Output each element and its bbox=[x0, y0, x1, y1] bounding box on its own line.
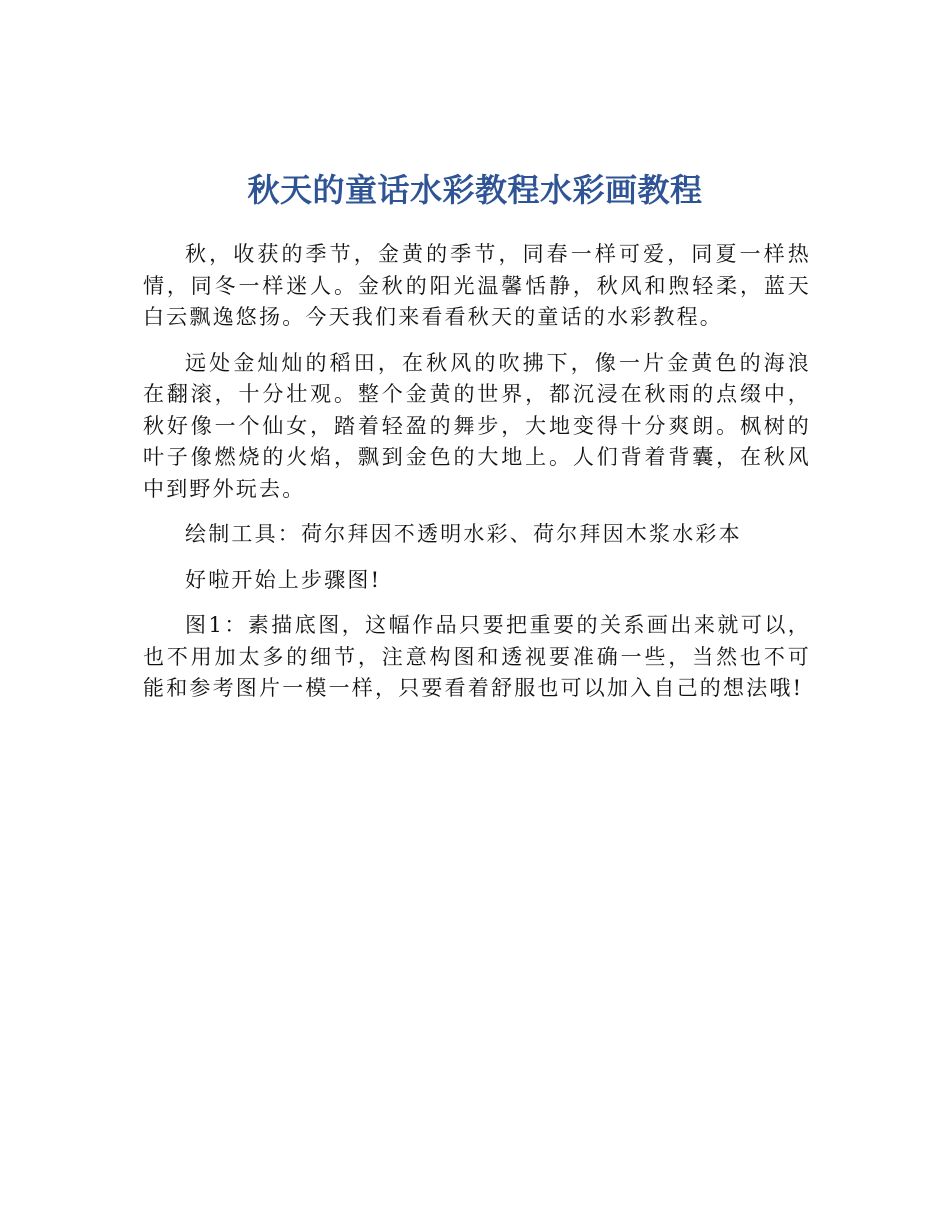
paragraph-step-1: 图1：素描底图，这幅作品只要把重要的关系画出来就可以，也不用加太多的细节，注意构图和透视要准确一些，当然也不可能和参考图片一模一样，只要看着舒服也可以加入自己的想法哦! bbox=[143, 613, 811, 700]
paragraph-scenery: 远处金灿灿的稻田，在秋风的吹拂下，像一片金黄色的海浪在翻滚，十分壮观。整个金黄的世界，都沉浸在秋雨的点缀中，秋好像一个仙女，踏着轻盈的舞步，大地变得十分爽朗。枫树的叶子像燃烧的火焰，飘到金色的大地上。人们背着背囊，在秋风中到野外玩去。 bbox=[143, 350, 811, 501]
document-body bbox=[143, 239, 811, 719]
paragraph-intro: 秋，收获的季节，金黄的季节，同春一样可爱，同夏一样热情，同冬一样迷人。金秋的阳光温馨恬静，秋风和煦轻柔，蓝天白云飘逸悠扬。今天我们来看看秋天的童话的水彩教程。 bbox=[143, 242, 811, 329]
paragraph-tools: 绘制工具：荷尔拜因不透明水彩、荷尔拜因木浆水彩本 bbox=[185, 522, 742, 546]
paragraph-start: 好啦开始上步骤图! bbox=[185, 567, 382, 592]
document-title: 秋天的童话水彩教程水彩画教程 bbox=[247, 171, 703, 210]
